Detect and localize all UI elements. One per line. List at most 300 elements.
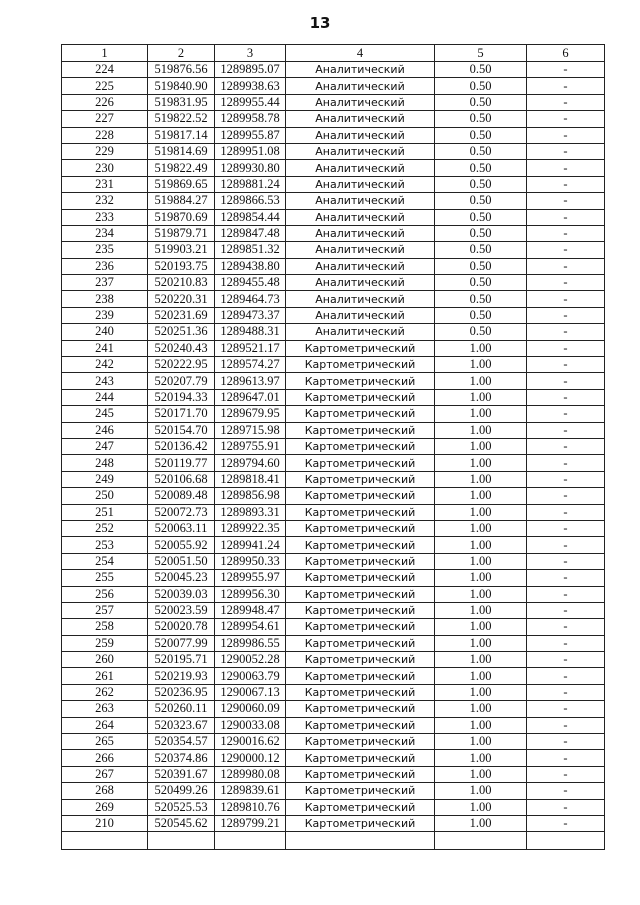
point-number-cell: 244 (62, 389, 148, 405)
y-coordinate-cell: 1289950.33 (215, 553, 286, 569)
x-coordinate-cell: 519817.14 (148, 127, 215, 143)
point-number-cell: 228 (62, 127, 148, 143)
method-cell: Картометрический (286, 422, 435, 438)
point-number-cell: 210 (62, 815, 148, 831)
x-coordinate-cell: 520063.11 (148, 520, 215, 536)
column-header: 2 (148, 45, 215, 62)
method-cell: Картометрический (286, 602, 435, 618)
table-row (62, 78, 605, 94)
x-coordinate-cell: 520023.59 (148, 602, 215, 618)
method-cell: Картометрический (286, 570, 435, 586)
note-cell: - (527, 537, 605, 553)
y-coordinate-cell: 1289955.87 (215, 127, 286, 143)
point-number-cell: 249 (62, 471, 148, 487)
table-row (62, 62, 605, 78)
y-coordinate-cell: 1289922.35 (215, 520, 286, 536)
accuracy-cell: 0.50 (435, 324, 527, 340)
x-coordinate-cell: 520499.26 (148, 783, 215, 799)
table-row (62, 406, 605, 422)
note-cell: - (527, 143, 605, 159)
y-coordinate-cell: 1289455.48 (215, 275, 286, 291)
accuracy-cell: 1.00 (435, 389, 527, 405)
y-coordinate-cell: 1289679.95 (215, 406, 286, 422)
note-cell: - (527, 258, 605, 274)
method-cell: Картометрический (286, 373, 435, 389)
method-cell: Картометрический (286, 488, 435, 504)
note-cell: - (527, 291, 605, 307)
point-number-cell: 268 (62, 783, 148, 799)
note-cell: - (527, 799, 605, 815)
accuracy-cell: 1.00 (435, 815, 527, 831)
point-number-cell: 253 (62, 537, 148, 553)
x-coordinate-cell: 519903.21 (148, 242, 215, 258)
accuracy-cell: 1.00 (435, 750, 527, 766)
method-cell: Картометрический (286, 652, 435, 668)
note-cell: - (527, 357, 605, 373)
table-row (62, 438, 605, 454)
note-cell: - (527, 225, 605, 241)
x-coordinate-cell: 520077.99 (148, 635, 215, 651)
table-row (62, 488, 605, 504)
y-coordinate-cell: 1289941.24 (215, 537, 286, 553)
note-cell: - (527, 340, 605, 356)
accuracy-cell: 0.50 (435, 62, 527, 78)
method-cell: Картометрический (286, 553, 435, 569)
table-row (62, 422, 605, 438)
column-header: 1 (62, 45, 148, 62)
point-number-cell: 258 (62, 619, 148, 635)
table-row (62, 258, 605, 274)
note-cell: - (527, 127, 605, 143)
accuracy-cell: 0.50 (435, 127, 527, 143)
x-coordinate-cell: 520051.50 (148, 553, 215, 569)
table-row (62, 225, 605, 241)
note-cell: - (527, 684, 605, 700)
note-cell: - (527, 406, 605, 422)
x-coordinate-cell: 520171.70 (148, 406, 215, 422)
method-cell: Картометрический (286, 815, 435, 831)
note-cell: - (527, 619, 605, 635)
method-cell: Картометрический (286, 406, 435, 422)
point-number-cell: 264 (62, 717, 148, 733)
empty-cell (286, 832, 435, 850)
note-cell: - (527, 275, 605, 291)
method-cell: Аналитический (286, 324, 435, 340)
note-cell: - (527, 438, 605, 454)
table-row (62, 750, 605, 766)
x-coordinate-cell: 520045.23 (148, 570, 215, 586)
x-coordinate-cell: 520251.36 (148, 324, 215, 340)
note-cell: - (527, 553, 605, 569)
note-cell: - (527, 734, 605, 750)
point-number-cell: 251 (62, 504, 148, 520)
method-cell: Аналитический (286, 307, 435, 323)
accuracy-cell: 1.00 (435, 619, 527, 635)
method-cell: Аналитический (286, 78, 435, 94)
accuracy-cell: 1.00 (435, 537, 527, 553)
method-cell: Аналитический (286, 193, 435, 209)
point-number-cell: 260 (62, 652, 148, 668)
method-cell: Картометрический (286, 799, 435, 815)
table-row (62, 504, 605, 520)
method-cell: Аналитический (286, 127, 435, 143)
y-coordinate-cell: 1289881.24 (215, 176, 286, 192)
table-row (62, 455, 605, 471)
note-cell: - (527, 652, 605, 668)
y-coordinate-cell: 1289755.91 (215, 438, 286, 454)
y-coordinate-cell: 1289647.01 (215, 389, 286, 405)
table-header-row (62, 45, 605, 62)
y-coordinate-cell: 1289438.80 (215, 258, 286, 274)
y-coordinate-cell: 1290063.79 (215, 668, 286, 684)
y-coordinate-cell: 1289799.21 (215, 815, 286, 831)
point-number-cell: 269 (62, 799, 148, 815)
note-cell: - (527, 307, 605, 323)
point-number-cell: 231 (62, 176, 148, 192)
accuracy-cell: 1.00 (435, 406, 527, 422)
accuracy-cell: 1.00 (435, 488, 527, 504)
y-coordinate-cell: 1289810.76 (215, 799, 286, 815)
accuracy-cell: 1.00 (435, 652, 527, 668)
x-coordinate-cell: 520193.75 (148, 258, 215, 274)
table-row (62, 143, 605, 159)
empty-cell (435, 832, 527, 850)
accuracy-cell: 0.50 (435, 225, 527, 241)
accuracy-cell: 1.00 (435, 799, 527, 815)
table-row (62, 373, 605, 389)
y-coordinate-cell: 1289818.41 (215, 471, 286, 487)
method-cell: Картометрический (286, 750, 435, 766)
note-cell: - (527, 520, 605, 536)
note-cell: - (527, 471, 605, 487)
y-coordinate-cell: 1289866.53 (215, 193, 286, 209)
note-cell: - (527, 635, 605, 651)
method-cell: Картометрический (286, 471, 435, 487)
x-coordinate-cell: 520525.53 (148, 799, 215, 815)
column-header: 5 (435, 45, 527, 62)
method-cell: Картометрический (286, 635, 435, 651)
x-coordinate-cell: 520391.67 (148, 766, 215, 782)
method-cell: Картометрический (286, 357, 435, 373)
y-coordinate-cell: 1289895.07 (215, 62, 286, 78)
empty-cell (215, 832, 286, 850)
x-coordinate-cell: 519831.95 (148, 94, 215, 110)
point-number-cell: 225 (62, 78, 148, 94)
point-number-cell: 227 (62, 111, 148, 127)
method-cell: Картометрический (286, 684, 435, 700)
table-row (62, 652, 605, 668)
accuracy-cell: 0.50 (435, 242, 527, 258)
column-header: 4 (286, 45, 435, 62)
table-row (62, 815, 605, 831)
page-number: 13 (309, 14, 331, 32)
x-coordinate-cell: 520119.77 (148, 455, 215, 471)
note-cell: - (527, 160, 605, 176)
x-coordinate-cell: 520089.48 (148, 488, 215, 504)
y-coordinate-cell: 1289521.17 (215, 340, 286, 356)
method-cell: Аналитический (286, 94, 435, 110)
method-cell: Аналитический (286, 62, 435, 78)
y-coordinate-cell: 1290060.09 (215, 701, 286, 717)
method-cell: Картометрический (286, 537, 435, 553)
y-coordinate-cell: 1289473.37 (215, 307, 286, 323)
point-number-cell: 261 (62, 668, 148, 684)
point-number-cell: 243 (62, 373, 148, 389)
x-coordinate-cell: 520260.11 (148, 701, 215, 717)
table-row (62, 717, 605, 733)
y-coordinate-cell: 1289488.31 (215, 324, 286, 340)
x-coordinate-cell: 520154.70 (148, 422, 215, 438)
x-coordinate-cell: 520374.86 (148, 750, 215, 766)
accuracy-cell: 1.00 (435, 602, 527, 618)
x-coordinate-cell: 519879.71 (148, 225, 215, 241)
note-cell: - (527, 373, 605, 389)
note-cell: - (527, 717, 605, 733)
method-cell: Аналитический (286, 176, 435, 192)
x-coordinate-cell: 520195.71 (148, 652, 215, 668)
point-number-cell: 263 (62, 701, 148, 717)
method-cell: Картометрический (286, 455, 435, 471)
point-number-cell: 240 (62, 324, 148, 340)
x-coordinate-cell: 519870.69 (148, 209, 215, 225)
table-row (62, 242, 605, 258)
y-coordinate-cell: 1289956.30 (215, 586, 286, 602)
method-cell: Картометрический (286, 586, 435, 602)
table-row (62, 783, 605, 799)
y-coordinate-cell: 1289930.80 (215, 160, 286, 176)
table-row (62, 684, 605, 700)
method-cell: Аналитический (286, 275, 435, 291)
point-number-cell: 254 (62, 553, 148, 569)
method-cell: Картометрический (286, 766, 435, 782)
note-cell: - (527, 62, 605, 78)
point-number-cell: 232 (62, 193, 148, 209)
accuracy-cell: 0.50 (435, 193, 527, 209)
y-coordinate-cell: 1289938.63 (215, 78, 286, 94)
point-number-cell: 233 (62, 209, 148, 225)
point-number-cell: 248 (62, 455, 148, 471)
accuracy-cell: 1.00 (435, 701, 527, 717)
point-number-cell: 256 (62, 586, 148, 602)
point-number-cell: 235 (62, 242, 148, 258)
column-header: 3 (215, 45, 286, 62)
point-number-cell: 262 (62, 684, 148, 700)
table-row (62, 701, 605, 717)
note-cell: - (527, 209, 605, 225)
method-cell: Картометрический (286, 701, 435, 717)
point-number-cell: 226 (62, 94, 148, 110)
x-coordinate-cell: 520106.68 (148, 471, 215, 487)
table-row (62, 94, 605, 110)
table-row (62, 340, 605, 356)
point-number-cell: 267 (62, 766, 148, 782)
accuracy-cell: 1.00 (435, 717, 527, 733)
column-header: 6 (527, 45, 605, 62)
y-coordinate-cell: 1289955.44 (215, 94, 286, 110)
x-coordinate-cell: 520240.43 (148, 340, 215, 356)
accuracy-cell: 0.50 (435, 258, 527, 274)
method-cell: Аналитический (286, 143, 435, 159)
note-cell: - (527, 815, 605, 831)
y-coordinate-cell: 1289464.73 (215, 291, 286, 307)
table-row (62, 619, 605, 635)
note-cell: - (527, 570, 605, 586)
x-coordinate-cell: 520194.33 (148, 389, 215, 405)
method-cell: Аналитический (286, 258, 435, 274)
x-coordinate-cell: 520136.42 (148, 438, 215, 454)
accuracy-cell: 1.00 (435, 783, 527, 799)
y-coordinate-cell: 1289986.55 (215, 635, 286, 651)
table-row (62, 389, 605, 405)
accuracy-cell: 1.00 (435, 520, 527, 536)
point-number-cell: 234 (62, 225, 148, 241)
point-number-cell: 236 (62, 258, 148, 274)
x-coordinate-cell: 520354.57 (148, 734, 215, 750)
accuracy-cell: 0.50 (435, 209, 527, 225)
accuracy-cell: 0.50 (435, 160, 527, 176)
x-coordinate-cell: 519876.56 (148, 62, 215, 78)
note-cell: - (527, 176, 605, 192)
point-number-cell: 252 (62, 520, 148, 536)
x-coordinate-cell: 519884.27 (148, 193, 215, 209)
point-number-cell: 238 (62, 291, 148, 307)
x-coordinate-cell: 519869.65 (148, 176, 215, 192)
table-row (62, 570, 605, 586)
table-row (62, 291, 605, 307)
x-coordinate-cell: 520210.83 (148, 275, 215, 291)
y-coordinate-cell: 1289856.98 (215, 488, 286, 504)
table-row (62, 275, 605, 291)
method-cell: Аналитический (286, 111, 435, 127)
y-coordinate-cell: 1290052.28 (215, 652, 286, 668)
y-coordinate-cell: 1289980.08 (215, 766, 286, 782)
table-row (62, 193, 605, 209)
note-cell: - (527, 668, 605, 684)
accuracy-cell: 0.50 (435, 94, 527, 110)
y-coordinate-cell: 1289955.97 (215, 570, 286, 586)
note-cell: - (527, 701, 605, 717)
y-coordinate-cell: 1289847.48 (215, 225, 286, 241)
method-cell: Картометрический (286, 783, 435, 799)
accuracy-cell: 1.00 (435, 766, 527, 782)
table-row (62, 160, 605, 176)
method-cell: Аналитический (286, 242, 435, 258)
point-number-cell: 224 (62, 62, 148, 78)
accuracy-cell: 1.00 (435, 340, 527, 356)
method-cell: Картометрический (286, 668, 435, 684)
y-coordinate-cell: 1289958.78 (215, 111, 286, 127)
coordinates-table (61, 44, 605, 850)
x-coordinate-cell: 520072.73 (148, 504, 215, 520)
accuracy-cell: 1.00 (435, 570, 527, 586)
x-coordinate-cell: 520219.93 (148, 668, 215, 684)
method-cell: Картометрический (286, 504, 435, 520)
x-coordinate-cell: 520055.92 (148, 537, 215, 553)
method-cell: Картометрический (286, 389, 435, 405)
method-cell: Аналитический (286, 225, 435, 241)
y-coordinate-cell: 1290016.62 (215, 734, 286, 750)
y-coordinate-cell: 1289893.31 (215, 504, 286, 520)
method-cell: Аналитический (286, 209, 435, 225)
accuracy-cell: 0.50 (435, 143, 527, 159)
table-row (62, 668, 605, 684)
x-coordinate-cell: 519814.69 (148, 143, 215, 159)
accuracy-cell: 1.00 (435, 438, 527, 454)
point-number-cell: 250 (62, 488, 148, 504)
table-row (62, 307, 605, 323)
table-row (62, 111, 605, 127)
note-cell: - (527, 488, 605, 504)
x-coordinate-cell: 519840.90 (148, 78, 215, 94)
point-number-cell: 247 (62, 438, 148, 454)
table-row (62, 586, 605, 602)
x-coordinate-cell: 520231.69 (148, 307, 215, 323)
empty-cell (527, 832, 605, 850)
accuracy-cell: 1.00 (435, 504, 527, 520)
point-number-cell: 229 (62, 143, 148, 159)
note-cell: - (527, 455, 605, 471)
table-row (62, 734, 605, 750)
table-row (62, 635, 605, 651)
accuracy-cell: 1.00 (435, 373, 527, 389)
point-number-cell: 230 (62, 160, 148, 176)
accuracy-cell: 0.50 (435, 275, 527, 291)
x-coordinate-cell: 520020.78 (148, 619, 215, 635)
method-cell: Аналитический (286, 160, 435, 176)
y-coordinate-cell: 1289954.61 (215, 619, 286, 635)
method-cell: Аналитический (286, 291, 435, 307)
x-coordinate-cell: 519822.52 (148, 111, 215, 127)
method-cell: Картометрический (286, 438, 435, 454)
empty-cell (148, 832, 215, 850)
note-cell: - (527, 324, 605, 340)
table-row (62, 799, 605, 815)
accuracy-cell: 0.50 (435, 307, 527, 323)
accuracy-cell: 0.50 (435, 176, 527, 192)
method-cell: Картометрический (286, 717, 435, 733)
note-cell: - (527, 193, 605, 209)
accuracy-cell: 1.00 (435, 668, 527, 684)
point-number-cell: 241 (62, 340, 148, 356)
x-coordinate-cell: 519822.49 (148, 160, 215, 176)
y-coordinate-cell: 1290067.13 (215, 684, 286, 700)
accuracy-cell: 1.00 (435, 553, 527, 569)
table-row (62, 209, 605, 225)
method-cell: Картометрический (286, 619, 435, 635)
accuracy-cell: 1.00 (435, 635, 527, 651)
accuracy-cell: 1.00 (435, 586, 527, 602)
y-coordinate-cell: 1289951.08 (215, 143, 286, 159)
point-number-cell: 239 (62, 307, 148, 323)
point-number-cell: 257 (62, 602, 148, 618)
point-number-cell: 242 (62, 357, 148, 373)
table-row (62, 766, 605, 782)
method-cell: Картометрический (286, 734, 435, 750)
note-cell: - (527, 750, 605, 766)
y-coordinate-cell: 1289948.47 (215, 602, 286, 618)
accuracy-cell: 1.00 (435, 455, 527, 471)
accuracy-cell: 1.00 (435, 471, 527, 487)
point-number-cell: 246 (62, 422, 148, 438)
note-cell: - (527, 242, 605, 258)
accuracy-cell: 1.00 (435, 684, 527, 700)
point-number-cell: 237 (62, 275, 148, 291)
x-coordinate-cell: 520236.95 (148, 684, 215, 700)
note-cell: - (527, 586, 605, 602)
note-cell: - (527, 504, 605, 520)
table-empty-row (62, 832, 605, 850)
note-cell: - (527, 602, 605, 618)
